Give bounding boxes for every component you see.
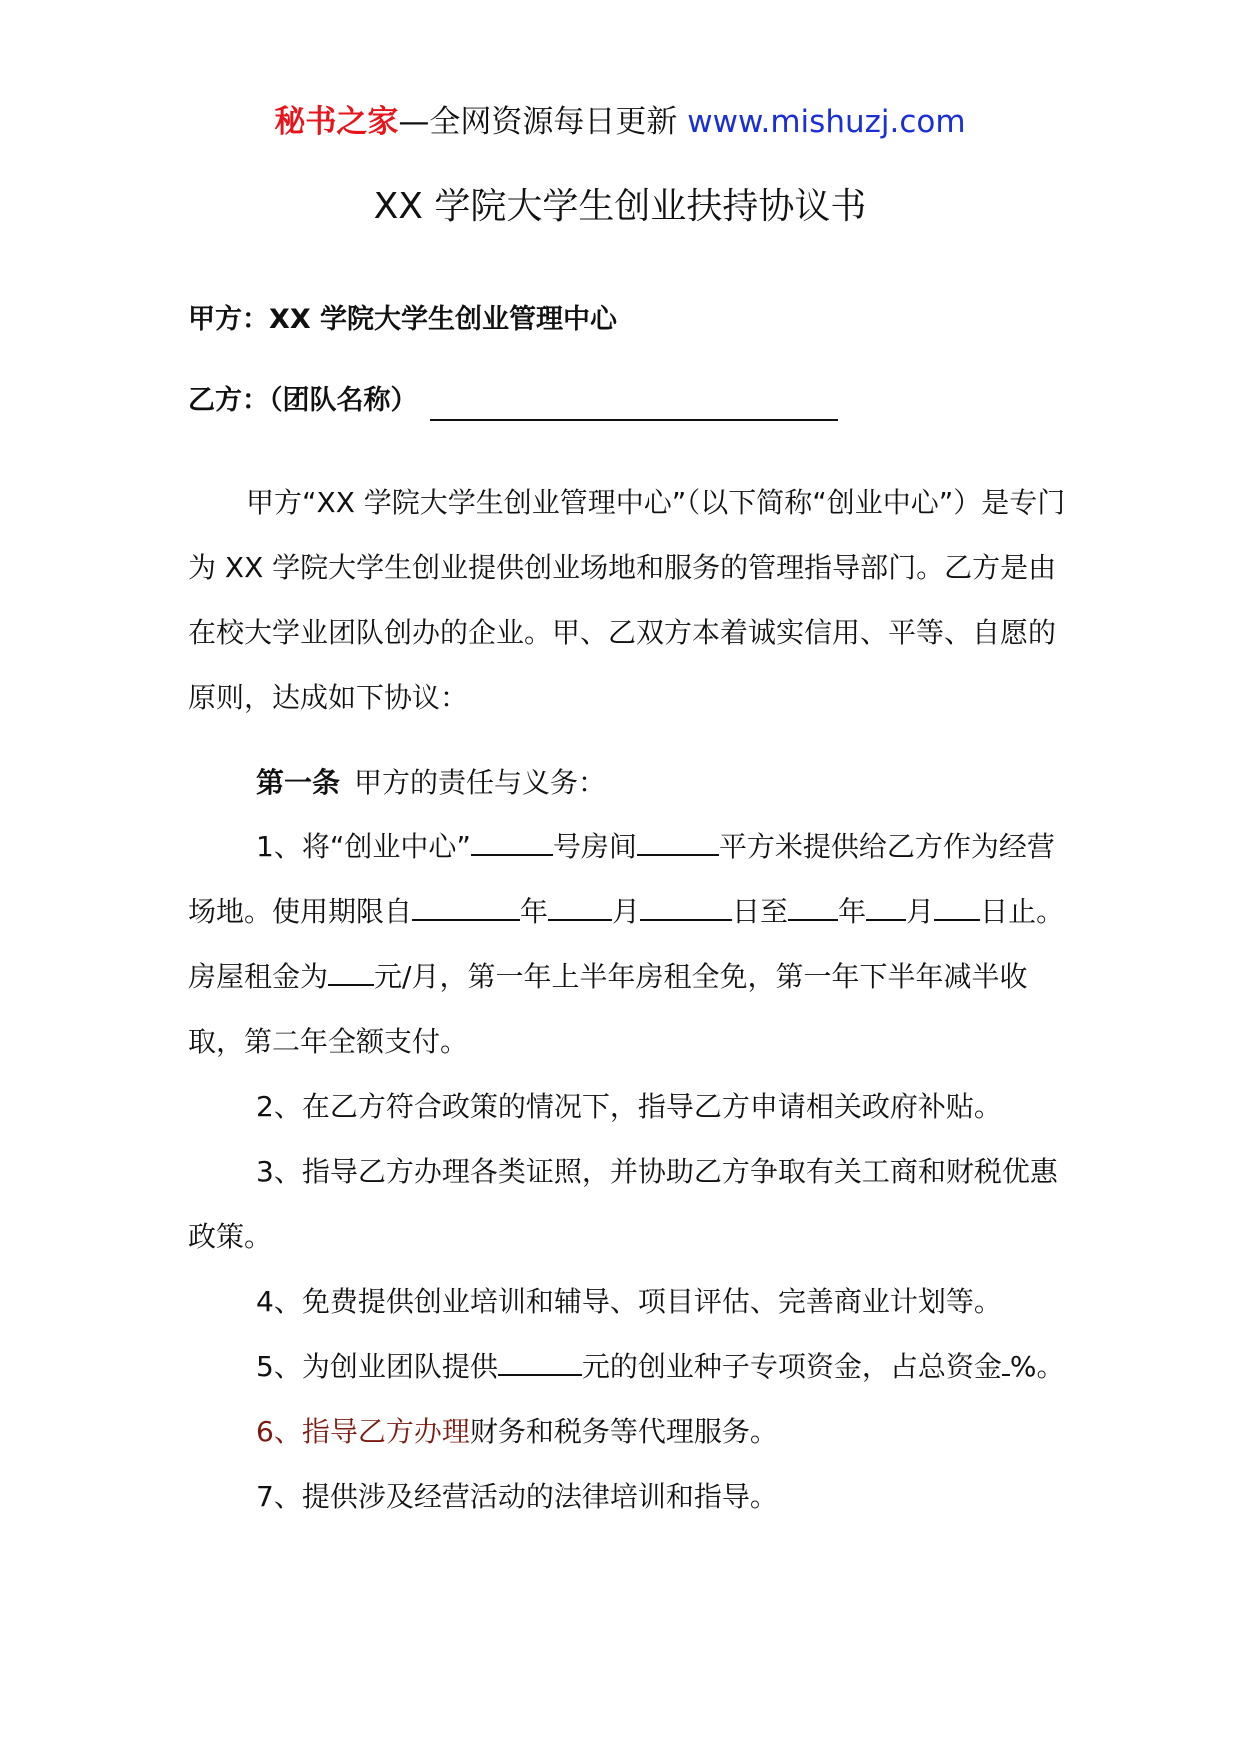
- area-blank: [637, 826, 719, 856]
- list-item: 2、在乙方符合政策的情况下，指导乙方申请相关政府补贴。: [256, 1090, 1002, 1123]
- item-1-text-f: 日至: [732, 895, 789, 928]
- article-1-title: 甲方的责任与义务：: [354, 766, 607, 799]
- brand-name: 秘书之家: [274, 104, 399, 140]
- header-tagline: —全网资源每日更新: [398, 104, 678, 140]
- list-item: [188, 1334, 1068, 1399]
- item-1-text-e: 月: [612, 895, 641, 928]
- list-item: [188, 814, 1068, 1074]
- start-day-blank: [640, 891, 732, 921]
- item-1-text-i: 日止。房屋租金为: [188, 895, 1065, 993]
- list-item: 7、提供涉及经营活动的法律培训和指导。: [256, 1480, 778, 1513]
- item-1-text-j: 元/月，第一年上半年房租全免，第一年下半年减半收取，第二年全额支付。: [188, 960, 1028, 1058]
- item-1-text-d: 年: [520, 895, 549, 928]
- list-item: [188, 1399, 1068, 1464]
- rent-blank: [328, 956, 374, 986]
- item-6-highlight: 6、指导乙方办理: [256, 1415, 470, 1448]
- end-year-blank: [788, 891, 838, 921]
- party-b-label: 乙方：（团队名称）: [188, 385, 418, 416]
- list-item: 3、指导乙方办理各类证照，并协助乙方争取有关工商和财税优惠政策。: [188, 1155, 1058, 1253]
- item-5-text-c: %。: [1009, 1350, 1065, 1383]
- room-number-blank: [471, 826, 553, 856]
- site-header: [0, 100, 1240, 144]
- site-url-link[interactable]: www.mishuzj.com: [687, 104, 966, 140]
- article-1-label: 第一条: [256, 766, 341, 799]
- article-1-heading: [188, 750, 1136, 815]
- item-1-text-g: 年: [838, 895, 867, 928]
- intro-text: 甲方“XX 学院大学生创业管理中心”（以下简称“创业中心”）是专门为 XX 学院大学生创业提供创业场地和服务的管理指导部门。乙方是由在校大学业团队创办的企业。甲、乙双方本着诚实信用、平等、自愿的原则，达成如下协议：: [188, 486, 1066, 714]
- item-1-text-c: 平方米提供给乙方作为经营场地。使用期限自: [188, 830, 1055, 928]
- end-day-blank: [934, 891, 980, 921]
- end-month-blank: [866, 891, 906, 921]
- start-year-blank: [412, 891, 520, 921]
- item-1-text-b: 号房间: [552, 830, 637, 863]
- team-name-blank: [430, 385, 838, 421]
- party-b-line: [188, 381, 838, 421]
- list-item: 4、免费提供创业培训和辅导、项目评估、完善商业计划等。: [256, 1285, 1002, 1318]
- item-6-text: 财务和税务等代理服务。: [469, 1415, 778, 1448]
- item-5-text-b: 元的创业种子专项资金，占总资金: [581, 1350, 1002, 1383]
- party-a: 甲方：XX 学院大学生创业管理中心: [188, 304, 618, 335]
- start-month-blank: [548, 891, 612, 921]
- item-1-text-a: 1、将“创业中心”: [256, 830, 471, 863]
- item-1-text-h: 月: [906, 895, 935, 928]
- item-5-text-a: 5、为创业团队提供: [256, 1350, 498, 1383]
- fund-percent-blank: [1002, 1346, 1010, 1376]
- document-title: XX 学院大学生创业扶持协议书: [373, 186, 867, 227]
- intro-paragraph: [188, 470, 1068, 730]
- article-1-items: [188, 814, 1068, 1529]
- seed-fund-blank: [498, 1346, 582, 1376]
